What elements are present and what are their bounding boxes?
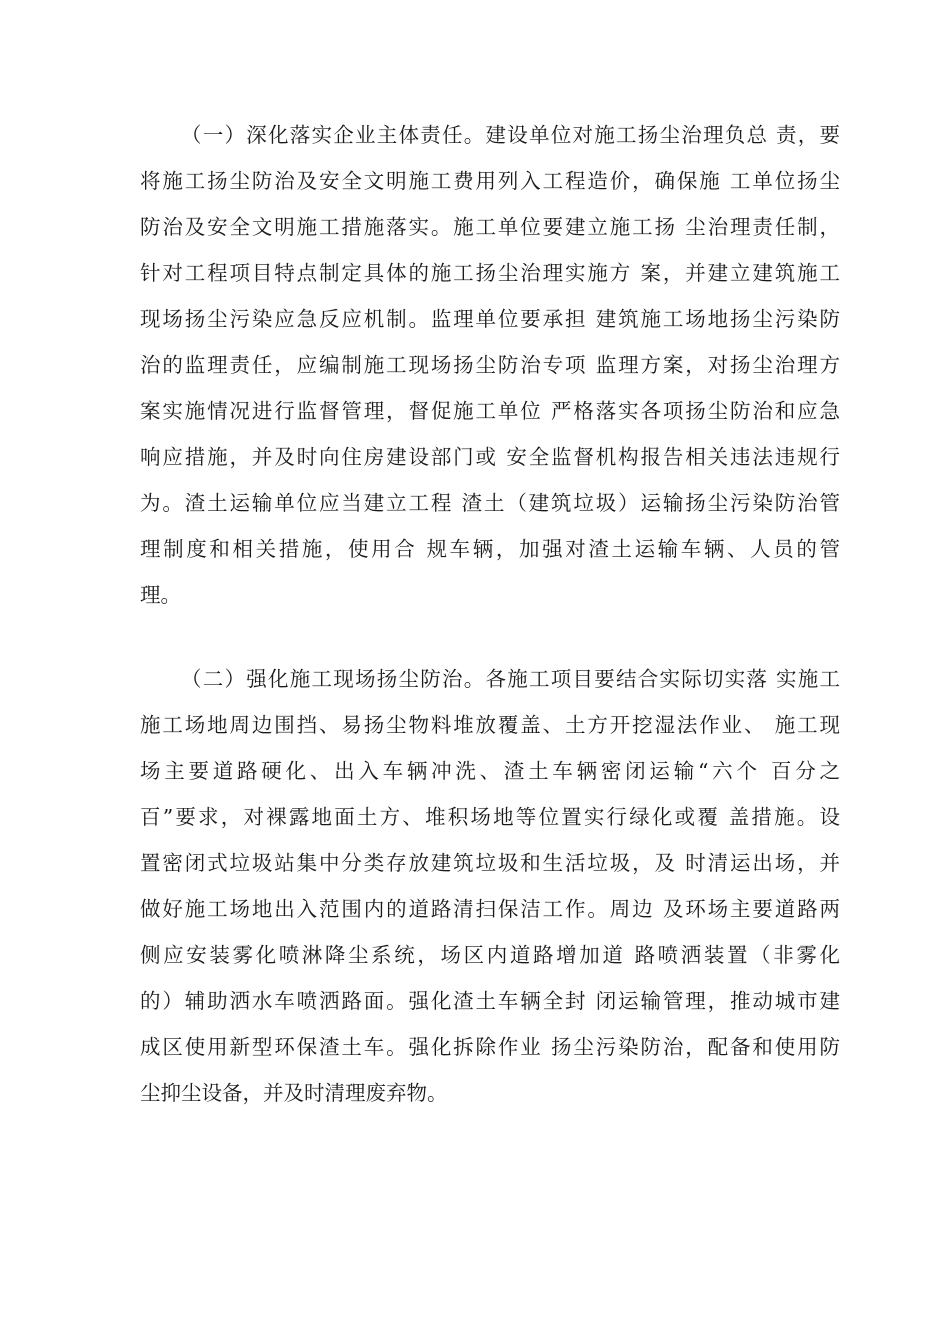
text-line: 案实施情况进行监督管理，督促施工单位 严格落实各项扬尘防治和应急	[140, 399, 840, 423]
text-line: 针对工程项目特点制定具体的施工扬尘治理实施方 案，并建立建筑施工	[140, 261, 840, 285]
paragraph-site-dust-prevention	[140, 656, 840, 1116]
text-line: 响应措施，并及时向住房建设部门或 安全监督机构报告相关违法违规行	[140, 445, 840, 469]
text-line: 施工场地周边围挡、易扬尘物料堆放覆盖、土方开挖湿法作业、 施工现	[140, 713, 840, 737]
text-line: 置密闭式垃圾站集中分类存放建筑垃圾和生活垃圾，及 时清运出场，并	[140, 851, 840, 875]
text-line: （一）深化落实企业主体责任。建设单位对施工扬尘治理负总 责，要	[181, 123, 840, 147]
text-line: 治的监理责任，应编制施工现场扬尘防治专项 监理方案，对扬尘治理方	[140, 353, 840, 377]
text-line: 将施工扬尘防治及安全文明施工费用列入工程造价，确保施 工单位扬尘	[140, 169, 840, 193]
text-line: 侧应安装雾化喷淋降尘系统，场区内道路增加道 路喷洒装置（非雾化	[140, 943, 840, 967]
text-line: 成区使用新型环保渣土车。强化拆除作业 扬尘污染防治，配备和使用防	[140, 1035, 840, 1059]
text-line: 做好施工场地出入范围内的道路清扫保洁工作。周边 及环场主要道路两	[140, 897, 840, 921]
text-line: 尘抑尘设备，并及时清理废弃物。	[140, 1081, 448, 1105]
text-line: 理制度和相关措施，使用合 规车辆，加强对渣土运输车辆、人员的管	[140, 537, 840, 561]
text-line: 的）辅助洒水车喷洒路面。强化渣土车辆全封 闭运输管理，推动城市建	[140, 989, 840, 1013]
text-line: （二）强化施工现场扬尘防治。各施工项目要结合实际切实落 实施工	[181, 667, 840, 691]
text-line: 为。渣土运输单位应当建立工程 渣土（建筑垃圾）运输扬尘污染防治管	[140, 491, 840, 515]
text-line: 理。	[140, 583, 181, 607]
text-line: 现场扬尘污染应急反应机制。监理单位要承担 建筑施工场地扬尘污染防	[140, 307, 840, 331]
text-line: 防治及安全文明施工措施落实。施工单位要建立施工扬 尘治理责任制，	[140, 215, 840, 239]
text-line: 场主要道路硬化、出入车辆冲洗、渣土车辆密闭运输“六个 百分之	[140, 759, 840, 783]
text-line: 百”要求，对裸露地面土方、堆积场地等位置实行绿化或覆 盖措施。设	[140, 805, 840, 829]
paragraph-enterprise-responsibility	[140, 112, 840, 618]
